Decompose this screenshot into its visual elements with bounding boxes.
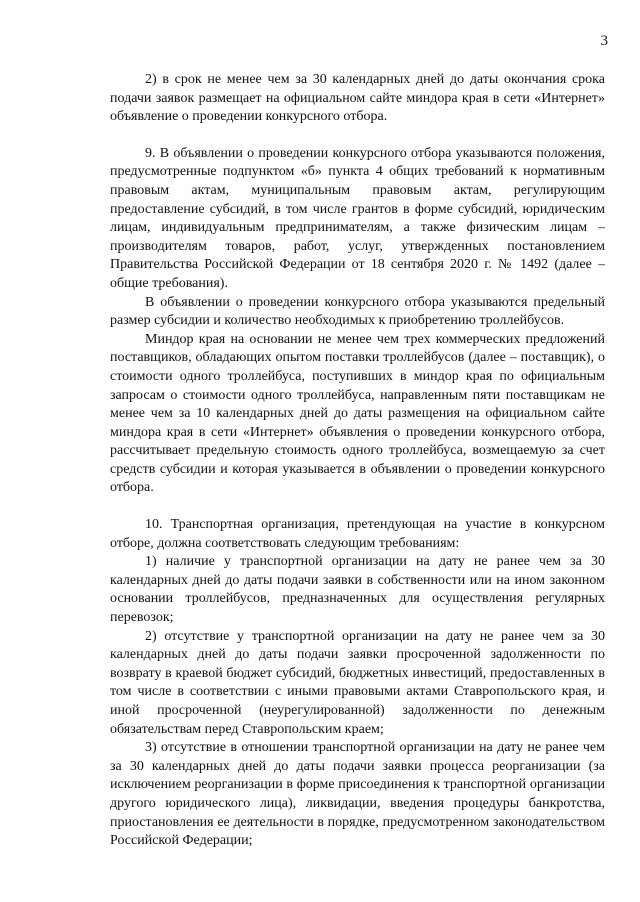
requirement-3: 3) отсутствие в отношении транспортной организации на дату не ранее чем за 30 календарных дней до даты подачи заявки процесса реорганизации (за исключением реорганизации в форме присоединения к транспортной организации другого юридического лица), ликвидации, введения процедуры банкротства, приостановления ее деятельности в порядке, предусмотренном законодательством Российской Федерации; xyxy=(110,740,605,849)
paragraph-gap xyxy=(110,498,605,516)
document-body xyxy=(110,71,605,851)
requirement-2: 2) отсутствие у транспортной организации на дату не ранее чем за 30 календарных дней до даты подачи заявки просроченной задолженности по возврату в краевой бюджет субсидий, бюджетных инвестиций, предоставленных в том числе в соответствии с иными правовыми актами Ставропольского края, и иной просроченной (неурегулированной) задолженности по денежным обязательствам перед Ставропольским краем; xyxy=(110,628,605,737)
paragraph-limit-size: В объявлении о проведении конкурсного отбора указываются предельный размер субсидии и количество необходимых к приобретению троллейбусов. xyxy=(110,294,605,329)
paragraph-gap xyxy=(110,127,605,145)
requirement-1: 1) наличие у транспортной организации на дату не ранее чем за 30 календарных дней до даты подачи заявки в собственности или на ином законном основании троллейбусов, предназначенных для осуществления регулярных перевозок; xyxy=(110,554,605,626)
paragraph-price-calculation: Миндор края на основании не менее чем трех коммерческих предложений поставщиков, обладающих опытом поставки троллейбусов (далее – поставщик), о стоимости одного троллейбуса, поступивших в миндор края по официальным запросам о стоимости одного троллейбуса, направленным пяти поставщикам не менее чем за 10 календарных дней до даты размещения на официальном сайте миндора края в сети «Интернет» объявления о проведении конкурсного отбора, рассчитывает предельную стоимость одного троллейбуса, возмещаемую за счет средств субсидии и которая указывается в объявлении о проведении конкурсного отбора. xyxy=(110,331,605,496)
paragraph-9: 9. В объявлении о проведении конкурсного отбора указываются положения, предусмотренные подпунктом «б» пункта 4 общих требований к нормативным правовым актам, муниципальным правовым актам, регулирующим предоставление субсидий, в том числе грантов в форме субсидий, юридическим лицам, индивидуальным предпринимателям, а также физическим лицам – производителям товаров, работ, услуг, утвержденных постановлением Правительства Российской Федерации от 18 сентября 2020 г. № 1492 (далее – общие требования). xyxy=(110,145,605,291)
page-number: 3 xyxy=(600,33,608,49)
paragraph-10: 10. Транспортная организация, претендующая на участие в конкурсном отборе, должна соответствовать следующим требованиям: xyxy=(110,517,605,551)
paragraph-2-subitem: 2) в срок не менее чем за 30 календарных дней до даты окончания срока подачи заявок размещает на официальном сайте миндора края в сети «Интернет» объявление о проведении конкурсного отбора. xyxy=(110,72,605,125)
